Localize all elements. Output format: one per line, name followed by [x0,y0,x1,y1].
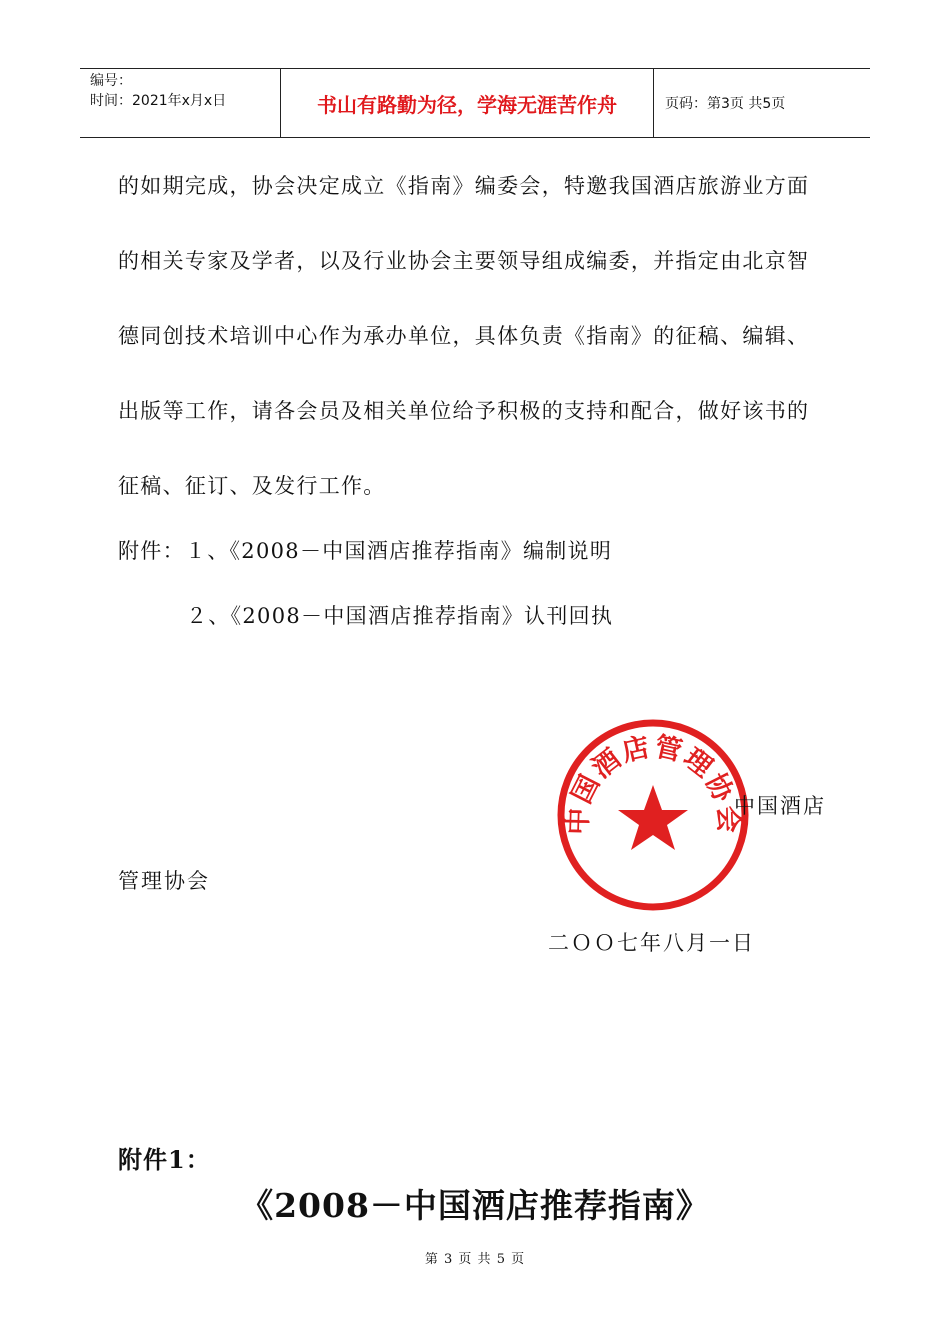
page-footer: 第 3 页 共 5 页 [424,1252,526,1267]
page-header [80,68,870,138]
body-line-4: 出版等工作，请各会员及相关单位给予积极的支持和配合，做好该书的 [118,399,810,423]
attachment-item-2: ２、《2008－中国酒店推荐指南》认刊回执 [186,604,614,628]
header-meta [80,69,290,139]
signature-org-part1: 中国酒店 [734,794,826,818]
header-motto: 书山有路勤为径，学海无涯苦作舟 [317,92,617,117]
header-page-cell [655,69,880,137]
appendix-title: 《2008－中国酒店推荐指南》 [240,1186,710,1225]
body-line-5: 征稿、征订、及发行工作。 [118,474,386,498]
header-motto-cell [280,69,654,137]
signature-org-part2: 管理协会 [118,869,210,893]
serial-label: 编号： [90,73,132,89]
body-line-1: 的如期完成，协会决定成立《指南》编委会，特邀我国酒店旅游业方面 [118,174,810,198]
appendix-label: 附件1： [118,1145,211,1174]
time-label: 时间：2021年x月x日 [90,93,227,109]
svg-text:中国酒店管理协会: 中国酒店管理协会 [562,731,744,836]
body-line-2: 的相关专家及学者，以及行业协会主要领导组成编委，并指定由北京智 [118,249,810,273]
body-line-3: 德同创技术培训中心作为承办单位，具体负责《指南》的征稿、编辑、 [118,324,810,348]
official-seal-icon [553,715,753,915]
signature-date: 二ＯＯ七年八月一日 [548,931,755,955]
attachment-item-1: 附件：１、《2008－中国酒店推荐指南》编制说明 [118,539,613,563]
header-page-label: 页码：第3页 共5页 [665,96,786,112]
